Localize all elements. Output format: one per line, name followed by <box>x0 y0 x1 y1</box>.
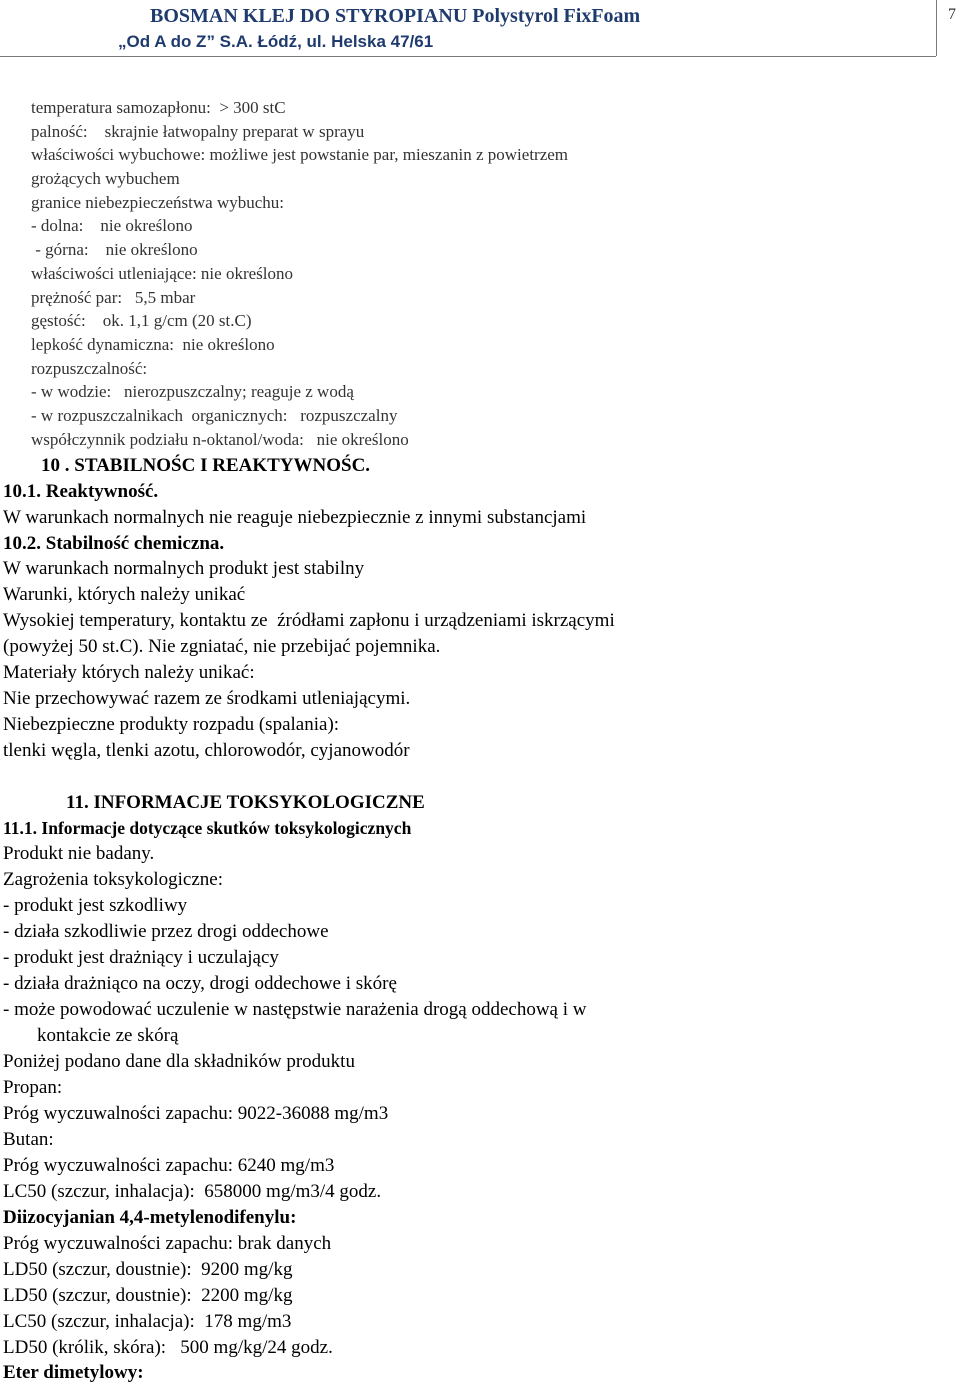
subsection-10-2-heading: 10.2. Stabilność chemiczna. <box>3 533 225 554</box>
header-address: „Od A do Z” S.A. Łódź, ul. Helska 47/61 <box>118 32 434 51</box>
section-11-line: Poniżej podano dane dla składników produktu <box>3 1051 355 1072</box>
property-line: palność: skrajnie łatwopalny preparat w sprayu <box>31 121 365 141</box>
diizocyanate-heading: Diizocyjanian 4,4-metylenodifenylu: <box>3 1207 297 1228</box>
section-10-line: W warunkach normalnych produkt jest stabilny <box>3 558 365 579</box>
property-line: grożących wybuchem <box>31 169 180 189</box>
section-10-line: Warunki, których należy unikać <box>3 584 246 605</box>
section-10-heading: 10 . STABILNOŚC I REAKTYWNOŚC. <box>41 455 371 476</box>
property-line: - w wodzie: nierozpuszczalny; reaguje z wodą <box>31 382 354 402</box>
dimethyl-ether-heading: Eter dimetylowy: <box>3 1362 144 1383</box>
subsection-10-1-heading: 10.1. Reaktywność. <box>3 481 159 502</box>
section-11-line: - działa drażniąco na oczy, drogi oddechowe i skórę <box>3 973 397 994</box>
diizocyanate-line: LD50 (szczur, doustnie): 9200 mg/kg <box>3 1259 293 1280</box>
diizocyanate-line: LD50 (królik, skóra): 500 mg/kg/24 godz. <box>3 1337 333 1358</box>
property-line: - górna: nie określono <box>31 240 198 260</box>
header-vertical-rule <box>936 0 937 56</box>
physical-properties-list <box>31 96 568 451</box>
header-rule <box>0 56 936 57</box>
section-11-heading: 11. INFORMACJE TOKSYKOLOGICZNE <box>66 792 425 813</box>
section-11-line: - działa szkodliwie przez drogi oddechowe <box>3 921 329 942</box>
section-10-line: Wysokiej temperatury, kontaktu ze źródłami zapłonu i urządzeniami iskrzącymi <box>3 610 615 631</box>
diizocyanate-line: LD50 (szczur, doustnie): 2200 mg/kg <box>3 1285 293 1306</box>
property-line: rozpuszczalność: <box>31 358 148 378</box>
section-11-line: Propan: <box>3 1077 63 1098</box>
property-line: lepkość dynamiczna: nie określono <box>31 334 275 354</box>
property-line: właściwości utleniające: nie określono <box>31 263 293 283</box>
subsection-11-1-heading: 11.1. Informacje dotyczące skutków toksykologicznych <box>3 818 412 838</box>
section-11-line: - produkt jest szkodliwy <box>3 895 188 916</box>
section-11-line: Zagrożenia toksykologiczne: <box>3 869 224 890</box>
section-11-line: Butan: <box>3 1129 54 1150</box>
property-line: właściwości wybuchowe: możliwe jest powstanie par, mieszanin z powietrzem <box>31 145 569 165</box>
property-line: prężność par: 5,5 mbar <box>31 287 196 307</box>
property-line: współczynnik podziału n-oktanol/woda: nie określono <box>31 429 409 449</box>
section-10-line: Niebezpieczne produkty rozpadu (spalania): <box>3 714 340 735</box>
property-line: - w rozpuszczalnikach organicznych: rozpuszczalny <box>31 405 398 425</box>
section-11-line-indented: kontakcie ze skórą <box>37 1025 179 1046</box>
section-11-line: LC50 (szczur, inhalacja): 658000 mg/m3/4 godz. <box>3 1181 382 1202</box>
section-10-line: tlenki węgla, tlenki azotu, chlorowodór, cyjanowodór <box>3 740 410 761</box>
diizocyanate-line: Próg wyczuwalności zapachu: brak danych <box>3 1233 332 1254</box>
section-10-line: (powyżej 50 st.C). Nie zgniatać, nie przebijać pojemnika. <box>3 636 441 657</box>
section-10-line: Nie przechowywać razem ze środkami utleniającymi. <box>3 688 411 709</box>
section-11-line: Produkt nie badany. <box>3 843 155 864</box>
section-11-line: - produkt jest drażniący i uczulający <box>3 947 279 968</box>
header-title: BOSMAN KLEJ DO STYROPIANU Polystyrol FixFoam <box>150 5 641 27</box>
diizocyanate-line: LC50 (szczur, inhalacja): 178 mg/m3 <box>3 1311 292 1332</box>
property-line: temperatura samozapłonu: > 300 stC <box>31 98 286 117</box>
section-10-line: Materiały których należy unikać: <box>3 662 255 683</box>
section-11-line: Próg wyczuwalności zapachu: 9022-36088 mg/m3 <box>3 1103 389 1124</box>
section-11-line: Próg wyczuwalności zapachu: 6240 mg/m3 <box>3 1155 335 1176</box>
subsection-10-1-text: W warunkach normalnych nie reaguje niebezpiecznie z innymi substancjami <box>3 507 587 528</box>
property-line: granice niebezpieczeństwa wybuchu: <box>31 192 284 212</box>
property-line: - dolna: nie określono <box>31 216 193 236</box>
property-line: gęstość: ok. 1,1 g/cm (20 st.C) <box>31 311 252 331</box>
page-number: 7 <box>948 6 956 23</box>
section-11-line: - może powodować uczulenie w następstwie narażenia drogą oddechową i w <box>3 999 587 1020</box>
